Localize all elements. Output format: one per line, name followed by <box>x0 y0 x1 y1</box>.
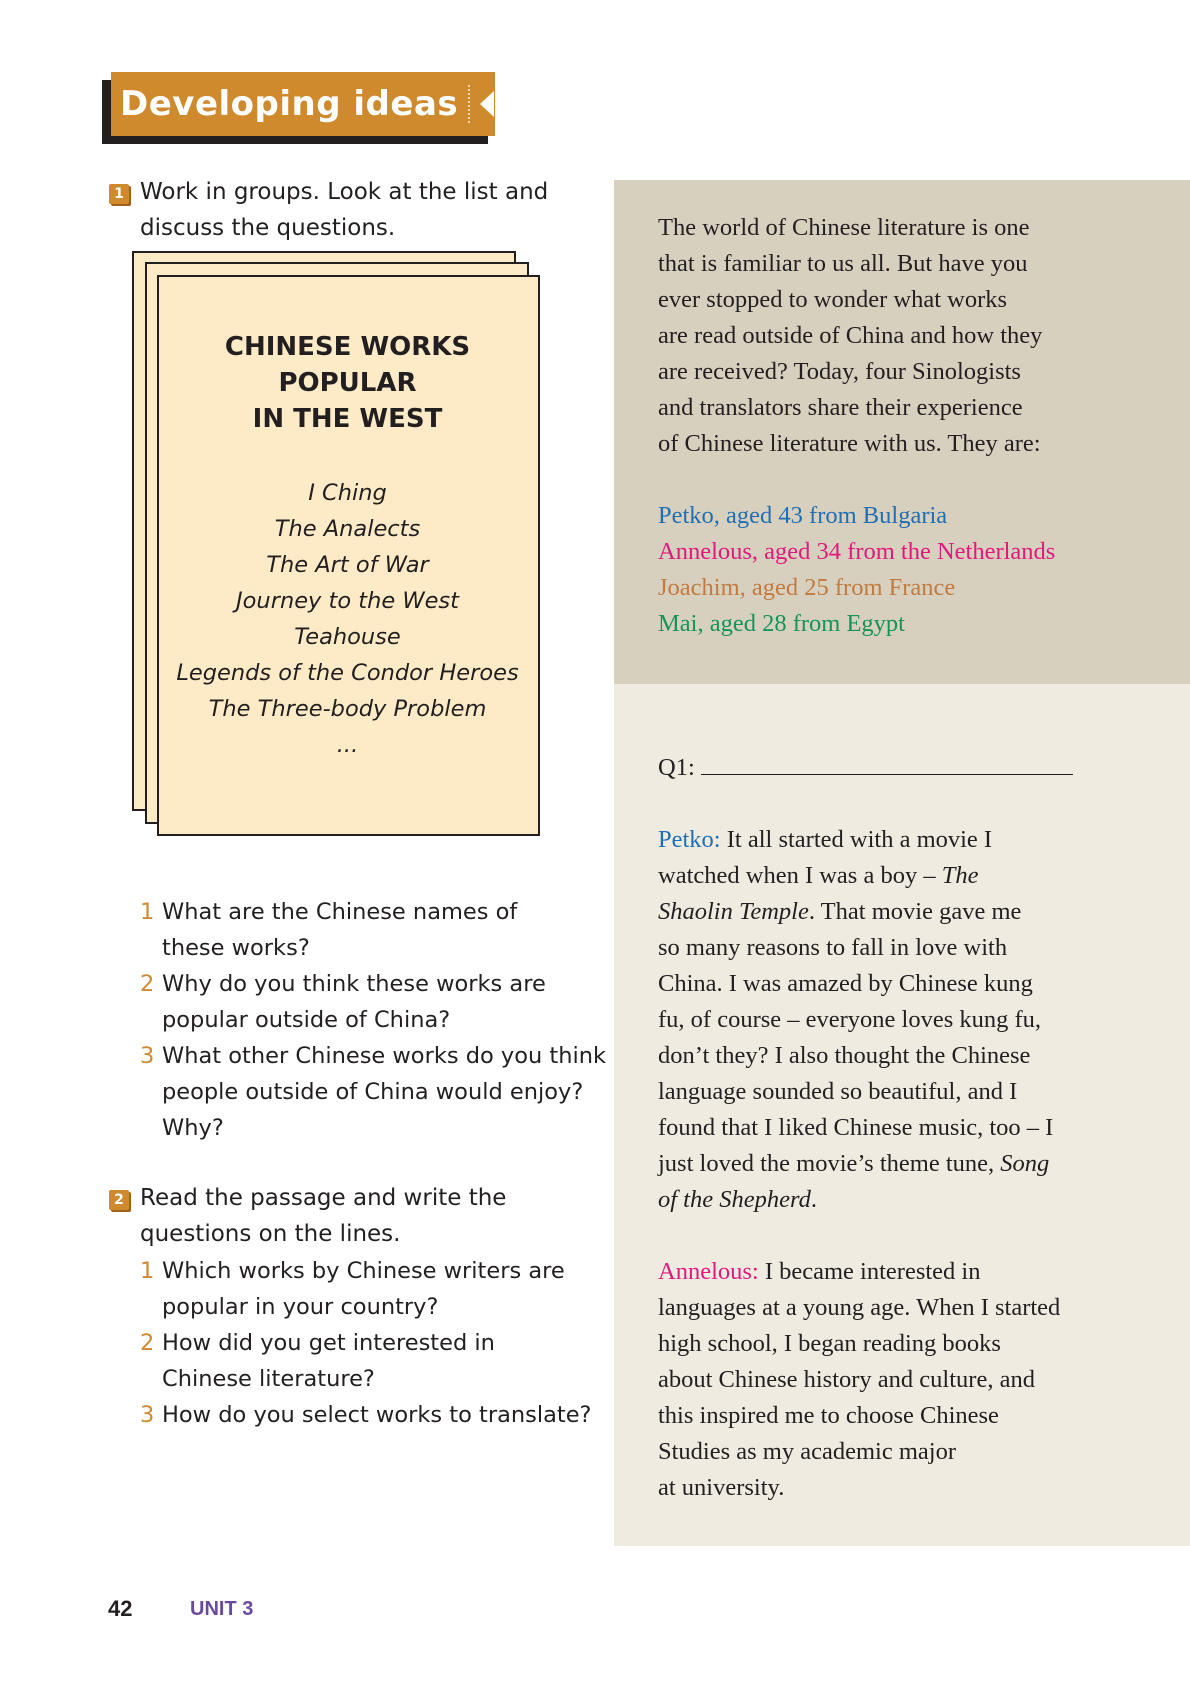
question-number: 2 <box>140 1330 155 1356</box>
question-line: What are the Chinese names of <box>162 899 518 925</box>
person-annelous: Annelous, aged 34 from the Netherlands <box>658 538 1056 565</box>
para-text: watched when I was a boy – <box>658 862 942 889</box>
question-number: 1 <box>140 1258 155 1284</box>
person-petko: Petko, aged 43 from Bulgaria <box>658 502 948 529</box>
q1-write-line[interactable] <box>701 750 1073 775</box>
song-title: Song <box>1000 1150 1050 1177</box>
header-divider <box>468 85 470 123</box>
para-text: language sounded so beautiful, and I <box>658 1078 1018 1105</box>
question-number: 3 <box>140 1043 155 1069</box>
para-text: It all started with a movie I <box>720 826 993 853</box>
petko-paragraph <box>658 822 1098 1218</box>
title-line: CHINESE WORKS <box>224 332 471 362</box>
work-item: Legends of the Condor Heroes <box>176 660 519 686</box>
question-item <box>140 1038 606 1146</box>
question-item <box>140 966 606 1038</box>
intro-line: and translators share their experience <box>658 394 1023 421</box>
work-item: The Analects <box>274 516 421 542</box>
passage-intro <box>658 210 1098 462</box>
question-item <box>140 1325 592 1397</box>
para-text: just loved the movie’s theme tune, <box>658 1150 1001 1177</box>
section-header <box>111 72 495 136</box>
question-line: popular outside of China? <box>162 1007 451 1033</box>
instruction-line: Work in groups. Look at the list and <box>140 179 549 205</box>
para-text: high school, I began reading books <box>658 1330 1001 1357</box>
question-line: Why do you think these works are <box>162 971 546 997</box>
para-text: China. I was amazed by Chinese kung <box>658 970 1033 997</box>
exercise-2-questions <box>140 1253 592 1433</box>
q1-label: Q1: <box>658 754 695 781</box>
question-line: How did you get interested in <box>162 1330 495 1356</box>
exercise-1-questions <box>140 894 606 1146</box>
title-line: IN THE WEST <box>252 404 443 434</box>
question-line: What other Chinese works do you think <box>162 1043 607 1069</box>
intro-line: of Chinese literature with us. They are: <box>658 430 1041 457</box>
para-text: fu, of course – everyone loves kung fu, <box>658 1006 1042 1033</box>
para-text: found that I liked Chinese music, too – I <box>658 1114 1054 1141</box>
question-line: Why? <box>162 1115 224 1141</box>
arrow-left-icon <box>480 91 494 117</box>
question-line: Which works by Chinese writers are <box>162 1258 565 1284</box>
person-mai: Mai, aged 28 from Egypt <box>658 610 905 637</box>
work-item: Teahouse <box>294 624 401 650</box>
q1-answer-line <box>658 750 1098 786</box>
instruction-line: questions on the lines. <box>140 1221 401 1247</box>
movie-title: The <box>941 862 979 889</box>
work-item: The Art of War <box>266 552 429 578</box>
question-number: 1 <box>140 899 155 925</box>
para-text: this inspired me to choose Chinese <box>658 1402 999 1429</box>
question-line: How do you select works to translate? <box>162 1402 592 1428</box>
para-text: . That movie gave me <box>808 898 1022 925</box>
question-line: Chinese literature? <box>162 1366 375 1392</box>
question-line: people outside of China would enjoy? <box>162 1079 584 1105</box>
song-title: of the Shepherd <box>658 1186 811 1213</box>
para-text: . <box>810 1186 817 1213</box>
question-item <box>140 1253 592 1325</box>
para-text: I became interested in <box>758 1258 981 1285</box>
question-line: these works? <box>162 935 310 961</box>
question-line: popular in your country? <box>162 1294 439 1320</box>
work-item: Journey to the West <box>236 588 459 614</box>
question-number: 2 <box>140 971 155 997</box>
work-item: ... <box>336 732 359 758</box>
title-line: POPULAR <box>278 368 417 398</box>
para-text: about Chinese history and culture, and <box>658 1366 1035 1393</box>
para-text: at university. <box>658 1474 785 1501</box>
section-title: Developing ideas <box>120 84 459 124</box>
question-number: 3 <box>140 1402 155 1428</box>
people-list <box>658 498 1098 642</box>
instruction-line: discuss the questions. <box>140 215 396 241</box>
annelous-paragraph <box>658 1254 1098 1506</box>
speaker-name: Annelous: <box>658 1258 759 1285</box>
exercise-2-number: 2 <box>109 1190 129 1210</box>
exercise-1-instruction <box>140 174 548 246</box>
intro-line: ever stopped to wonder what works <box>658 286 1008 313</box>
speaker-name: Petko: <box>658 826 721 853</box>
works-list-title <box>157 329 538 437</box>
exercise-2-instruction <box>140 1180 506 1252</box>
para-text: don’t they? I also thought the Chinese <box>658 1042 1031 1069</box>
para-text: so many reasons to fall in love with <box>658 934 1008 961</box>
instruction-line: Read the passage and write the <box>140 1185 507 1211</box>
page-number: 42 <box>108 1596 133 1621</box>
para-text: Studies as my academic major <box>658 1438 956 1465</box>
intro-line: are read outside of China and how they <box>658 322 1043 349</box>
person-joachim: Joachim, aged 25 from France <box>658 574 956 601</box>
intro-line: The world of Chinese literature is one <box>658 214 1030 241</box>
unit-label: UNIT 3 <box>190 1598 254 1620</box>
work-item: The Three-body Problem <box>208 696 487 722</box>
intro-line: are received? Today, four Sinologists <box>658 358 1021 385</box>
movie-title: Shaolin Temple <box>658 898 809 925</box>
works-list <box>157 271 538 763</box>
intro-line: that is familiar to us all. But have you <box>658 250 1028 277</box>
para-text: languages at a young age. When I started <box>658 1294 1061 1321</box>
question-item <box>140 894 606 966</box>
exercise-1-number: 1 <box>109 184 129 204</box>
question-item <box>140 1397 592 1433</box>
work-item: I Ching <box>308 480 387 506</box>
